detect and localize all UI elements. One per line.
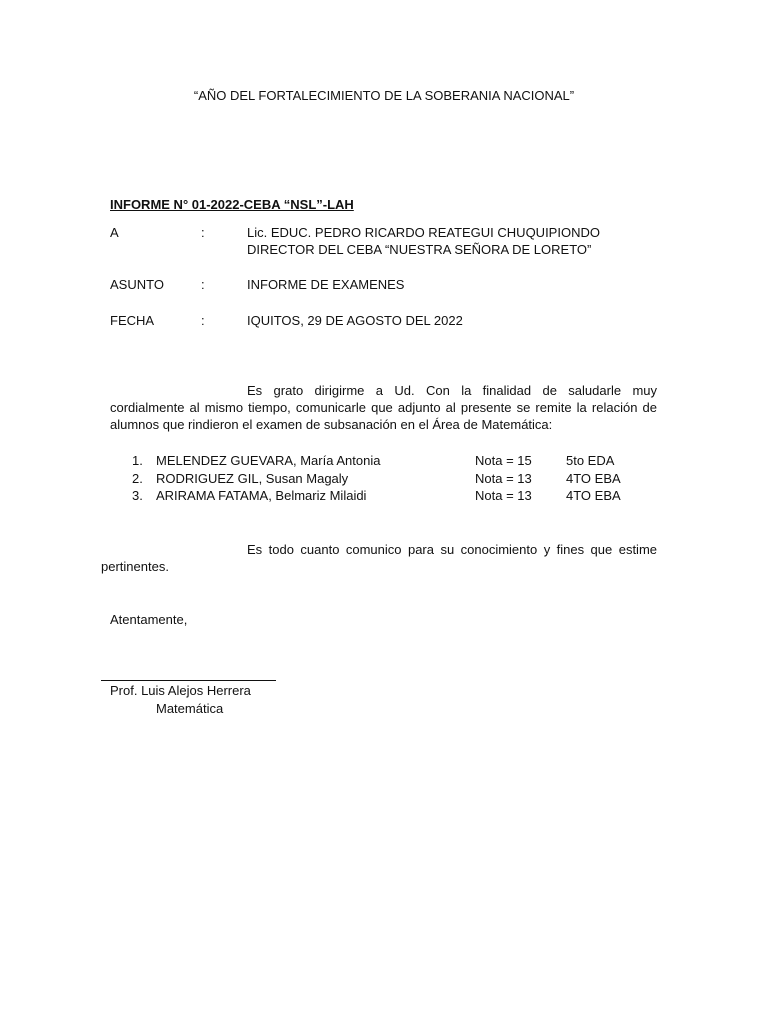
list-item-name: RODRIGUEZ GIL, Susan Magaly <box>156 471 349 486</box>
list-item-grado: 4TO EBA <box>566 488 621 503</box>
list-item-number: 1. <box>132 453 143 468</box>
field-asunto-value: INFORME DE EXAMENES <box>247 277 405 292</box>
list-item-number: 3. <box>132 488 143 503</box>
body-paragraph-2-text: Es todo cuanto comunico para su conocimiento y fines que estime pertinentes. <box>101 542 657 574</box>
body-paragraph-1-text: Es grato dirigirme a Ud. Con la finalidad de saludarle muy cordialmente al mismo tiempo, comunicarle que adjunto al presente se remite la relación de alumnos que rindieron el examen de subsanación en el Área de Matemática: <box>110 383 657 432</box>
field-fecha-value: IQUITOS, 29 DE AGOSTO DEL 2022 <box>247 313 463 328</box>
list-item-name: ARIRAMA FATAMA, Belmariz Milaidi <box>156 488 367 503</box>
field-a-line2: DIRECTOR DEL CEBA “NUESTRA SEÑORA DE LORETO” <box>247 242 592 257</box>
list-item-nota: Nota = 13 <box>475 488 532 503</box>
list-item-nota: Nota = 13 <box>475 471 532 486</box>
document-motto: “AÑO DEL FORTALECIMIENTO DE LA SOBERANIA NACIONAL” <box>193 88 575 103</box>
signer-name: Prof. Luis Alejos Herrera <box>110 683 251 698</box>
list-item-name: MELENDEZ GUEVARA, María Antonia <box>156 453 381 468</box>
signer-role: Matemática <box>156 701 224 716</box>
field-asunto-colon: : <box>201 277 205 292</box>
closing-salutation: Atentamente, <box>110 612 188 627</box>
field-a-label: A <box>110 225 119 240</box>
body-paragraph-1 <box>110 382 657 433</box>
list-item-number: 2. <box>132 471 143 486</box>
field-fecha-colon: : <box>201 313 205 328</box>
informe-title: INFORME N° 01-2022-CEBA “NSL”-LAH <box>110 197 354 212</box>
list-item-grado: 4TO EBA <box>566 471 621 486</box>
signature-line <box>101 680 276 681</box>
field-fecha-label: FECHA <box>110 313 155 328</box>
body-paragraph-2 <box>101 541 657 575</box>
field-a-colon: : <box>201 225 205 240</box>
list-item-nota: Nota = 15 <box>475 453 532 468</box>
field-a-line1: Lic. EDUC. PEDRO RICARDO REATEGUI CHUQUIPIONDO <box>247 225 600 240</box>
field-asunto-label: ASUNTO <box>110 277 164 292</box>
list-item-grado: 5to EDA <box>566 453 615 468</box>
